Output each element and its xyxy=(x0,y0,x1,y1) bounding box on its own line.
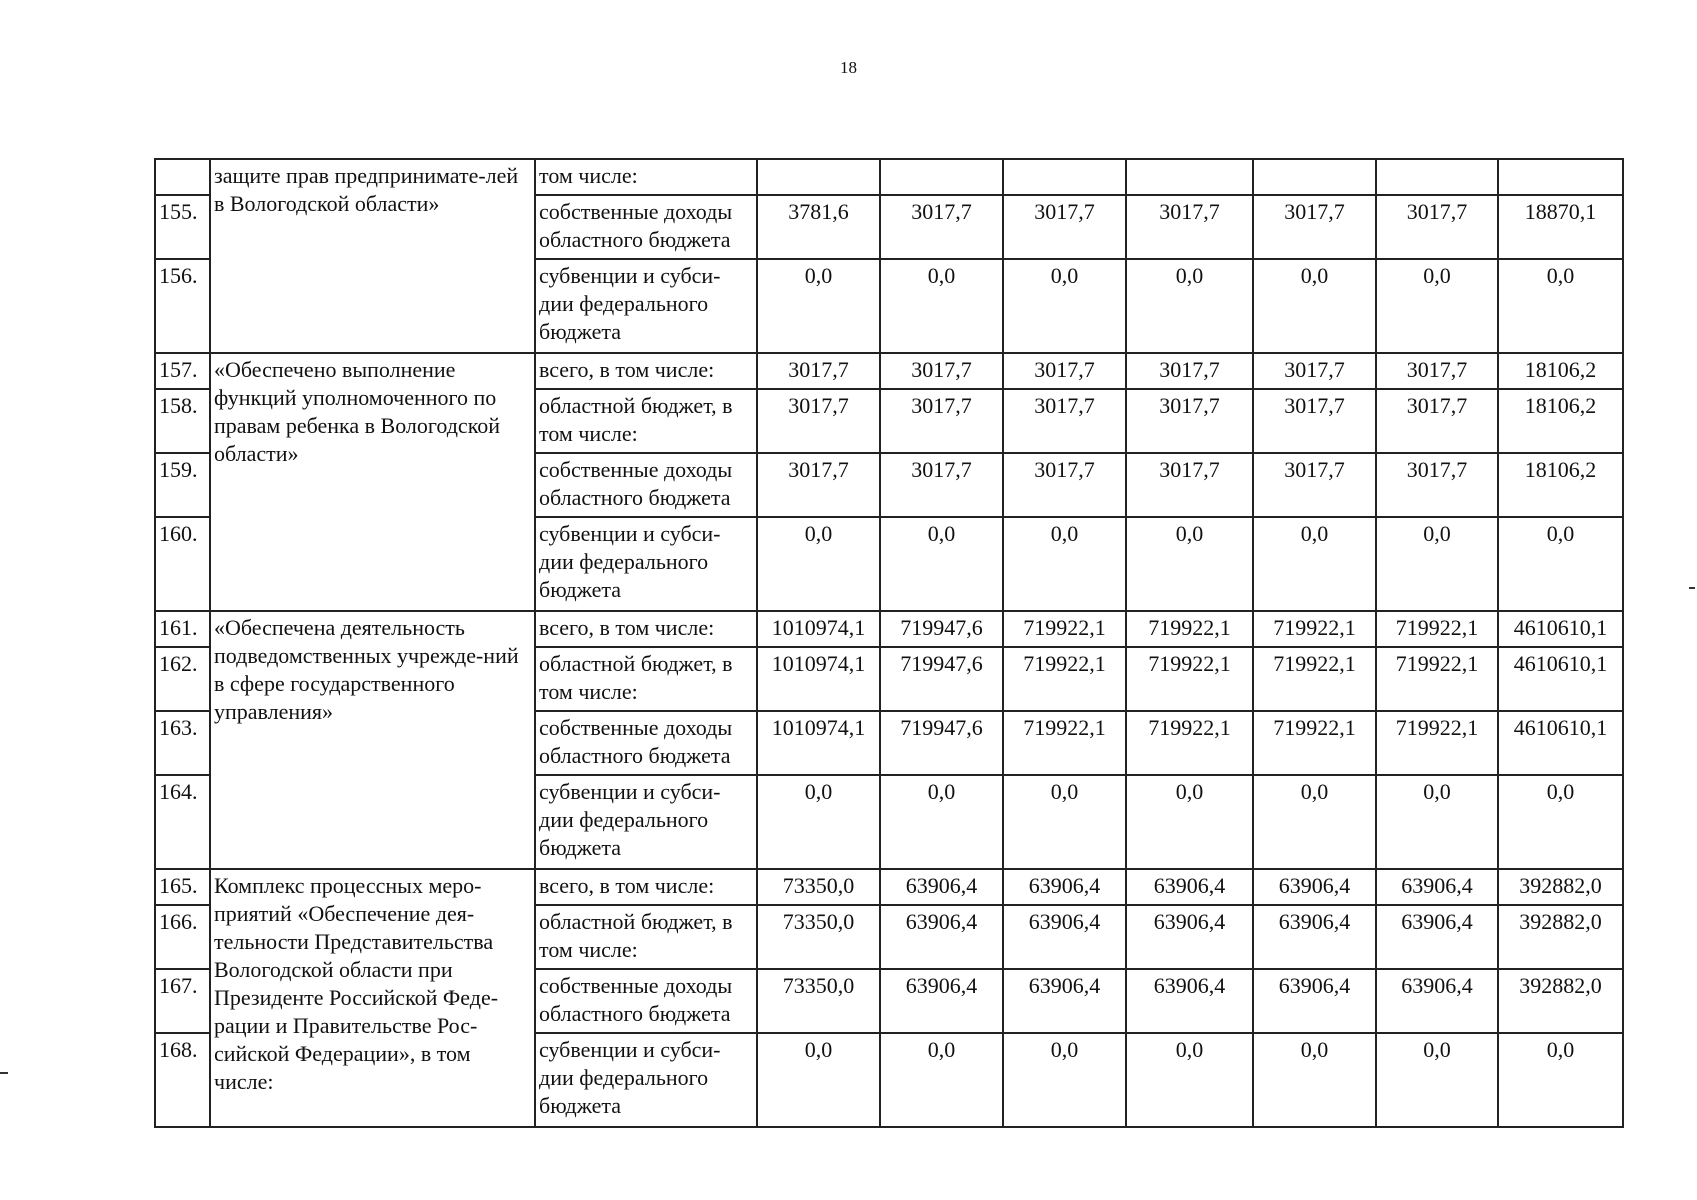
year-value: 719922,1 xyxy=(1376,611,1498,647)
row-number: 158. xyxy=(155,389,210,453)
funding-source: собственные доходы областного бюджета xyxy=(535,453,757,517)
year-value: 719922,1 xyxy=(1126,611,1253,647)
row-number: 156. xyxy=(155,259,210,353)
row-number: 167. xyxy=(155,969,210,1033)
table-row xyxy=(155,353,1623,389)
activity-name: Комплекс процессных меро-приятий «Обеспечение дея-тельности Представительства Вологодской области при Президенте Российской Феде-рации и Правительстве Рос-сийской Федерации», в том числе: xyxy=(210,869,535,1127)
edge-mark xyxy=(0,1072,8,1074)
year-value: 3017,7 xyxy=(880,453,1003,517)
total-value: 4610610,1 xyxy=(1498,611,1623,647)
year-value: 0,0 xyxy=(1126,517,1253,611)
year-value: 0,0 xyxy=(880,775,1003,869)
year-value: 3017,7 xyxy=(1003,195,1126,259)
year-value: 63906,4 xyxy=(1126,969,1253,1033)
year-value: 0,0 xyxy=(1253,1033,1376,1127)
year-value: 0,0 xyxy=(1126,775,1253,869)
year-value: 0,0 xyxy=(1253,775,1376,869)
year-value xyxy=(880,159,1003,195)
year-value: 63906,4 xyxy=(1126,869,1253,905)
year-value xyxy=(1253,159,1376,195)
funding-source: областной бюджет, в том числе: xyxy=(535,389,757,453)
funding-source: областной бюджет, в том числе: xyxy=(535,905,757,969)
row-number: 162. xyxy=(155,647,210,711)
year-value: 3017,7 xyxy=(757,453,880,517)
year-value: 0,0 xyxy=(1003,1033,1126,1127)
year-value: 3017,7 xyxy=(1126,353,1253,389)
row-number: 157. xyxy=(155,353,210,389)
year-value: 3017,7 xyxy=(880,389,1003,453)
total-value: 4610610,1 xyxy=(1498,711,1623,775)
budget-table xyxy=(154,158,1624,1128)
funding-source: всего, в том числе: xyxy=(535,611,757,647)
year-value: 719922,1 xyxy=(1253,711,1376,775)
year-value: 719922,1 xyxy=(1253,611,1376,647)
year-value: 3017,7 xyxy=(1003,453,1126,517)
row-number: 164. xyxy=(155,775,210,869)
year-value: 0,0 xyxy=(1376,517,1498,611)
row-number: 168. xyxy=(155,1033,210,1127)
funding-source: собственные доходы областного бюджета xyxy=(535,711,757,775)
year-value: 0,0 xyxy=(880,1033,1003,1127)
year-value: 1010974,1 xyxy=(757,711,880,775)
year-value: 3017,7 xyxy=(880,195,1003,259)
year-value: 0,0 xyxy=(1126,1033,1253,1127)
activity-name: защите прав предпринимате-лей в Вологодской области» xyxy=(210,159,535,353)
year-value: 719947,6 xyxy=(880,647,1003,711)
year-value: 3017,7 xyxy=(1126,389,1253,453)
funding-source: областной бюджет, в том числе: xyxy=(535,647,757,711)
year-value: 63906,4 xyxy=(1253,905,1376,969)
funding-source: всего, в том числе: xyxy=(535,353,757,389)
year-value: 63906,4 xyxy=(1253,969,1376,1033)
year-value: 63906,4 xyxy=(1126,905,1253,969)
year-value: 3017,7 xyxy=(757,353,880,389)
year-value: 3017,7 xyxy=(1376,353,1498,389)
year-value: 719947,6 xyxy=(880,611,1003,647)
funding-source: том числе: xyxy=(535,159,757,195)
total-value: 0,0 xyxy=(1498,775,1623,869)
year-value: 63906,4 xyxy=(880,969,1003,1033)
row-number: 155. xyxy=(155,195,210,259)
activity-name: «Обеспечено выполнение функций уполномоченного по правам ребенка в Вологодской области» xyxy=(210,353,535,611)
year-value: 0,0 xyxy=(757,259,880,353)
year-value: 0,0 xyxy=(757,1033,880,1127)
year-value: 0,0 xyxy=(1253,259,1376,353)
table-row xyxy=(155,611,1623,647)
funding-source: собственные доходы областного бюджета xyxy=(535,969,757,1033)
year-value: 73350,0 xyxy=(757,905,880,969)
year-value: 1010974,1 xyxy=(757,647,880,711)
total-value: 0,0 xyxy=(1498,517,1623,611)
year-value: 0,0 xyxy=(1003,517,1126,611)
year-value: 3017,7 xyxy=(757,389,880,453)
year-value: 719947,6 xyxy=(880,711,1003,775)
row-number: 166. xyxy=(155,905,210,969)
total-value: 18106,2 xyxy=(1498,353,1623,389)
year-value: 3017,7 xyxy=(1126,195,1253,259)
total-value: 392882,0 xyxy=(1498,869,1623,905)
year-value: 3017,7 xyxy=(1253,353,1376,389)
year-value: 3017,7 xyxy=(880,353,1003,389)
year-value: 3017,7 xyxy=(1126,453,1253,517)
row-number: 165. xyxy=(155,869,210,905)
total-value: 392882,0 xyxy=(1498,905,1623,969)
total-value: 0,0 xyxy=(1498,1033,1623,1127)
table-body xyxy=(155,159,1623,1127)
year-value: 719922,1 xyxy=(1376,711,1498,775)
year-value: 63906,4 xyxy=(880,869,1003,905)
year-value: 0,0 xyxy=(1126,259,1253,353)
year-value xyxy=(757,159,880,195)
year-value: 63906,4 xyxy=(880,905,1003,969)
year-value: 3017,7 xyxy=(1253,389,1376,453)
year-value: 3017,7 xyxy=(1003,389,1126,453)
row-number: 161. xyxy=(155,611,210,647)
total-value: 392882,0 xyxy=(1498,969,1623,1033)
year-value: 719922,1 xyxy=(1003,711,1126,775)
year-value: 0,0 xyxy=(880,259,1003,353)
year-value: 3017,7 xyxy=(1376,453,1498,517)
total-value: 4610610,1 xyxy=(1498,647,1623,711)
year-value: 63906,4 xyxy=(1376,969,1498,1033)
total-value: 18106,2 xyxy=(1498,453,1623,517)
year-value: 719922,1 xyxy=(1253,647,1376,711)
year-value: 73350,0 xyxy=(757,969,880,1033)
year-value: 63906,4 xyxy=(1003,905,1126,969)
year-value: 0,0 xyxy=(1376,1033,1498,1127)
year-value: 0,0 xyxy=(1003,259,1126,353)
year-value: 0,0 xyxy=(757,775,880,869)
activity-name: «Обеспечена деятельность подведомственных учрежде-ний в сфере государственного управления» xyxy=(210,611,535,869)
year-value xyxy=(1003,159,1126,195)
total-value: 18106,2 xyxy=(1498,389,1623,453)
funding-source: субвенции и субси-дии федерального бюджета xyxy=(535,259,757,353)
year-value: 3017,7 xyxy=(1376,389,1498,453)
year-value: 3017,7 xyxy=(1253,195,1376,259)
edge-mark xyxy=(1689,587,1695,589)
year-value: 0,0 xyxy=(1003,775,1126,869)
year-value xyxy=(1126,159,1253,195)
year-value: 719922,1 xyxy=(1376,647,1498,711)
year-value: 63906,4 xyxy=(1253,869,1376,905)
year-value: 63906,4 xyxy=(1003,869,1126,905)
year-value xyxy=(1376,159,1498,195)
year-value: 0,0 xyxy=(757,517,880,611)
row-number: 163. xyxy=(155,711,210,775)
year-value: 719922,1 xyxy=(1003,647,1126,711)
year-value: 1010974,1 xyxy=(757,611,880,647)
funding-source: собственные доходы областного бюджета xyxy=(535,195,757,259)
year-value: 63906,4 xyxy=(1003,969,1126,1033)
funding-source: всего, в том числе: xyxy=(535,869,757,905)
year-value: 63906,4 xyxy=(1376,905,1498,969)
total-value: 18870,1 xyxy=(1498,195,1623,259)
year-value: 0,0 xyxy=(1376,775,1498,869)
funding-source: субвенции и субси-дии федерального бюджета xyxy=(535,775,757,869)
total-value: 0,0 xyxy=(1498,259,1623,353)
row-number: 159. xyxy=(155,453,210,517)
year-value: 719922,1 xyxy=(1126,647,1253,711)
funding-source: субвенции и субси-дии федерального бюджета xyxy=(535,1033,757,1127)
year-value: 3017,7 xyxy=(1253,453,1376,517)
year-value: 0,0 xyxy=(1376,259,1498,353)
page-number: 18 xyxy=(840,58,857,77)
row-number xyxy=(155,159,210,195)
year-value: 0,0 xyxy=(880,517,1003,611)
year-value: 3017,7 xyxy=(1376,195,1498,259)
year-value: 3781,6 xyxy=(757,195,880,259)
year-value: 719922,1 xyxy=(1003,611,1126,647)
year-value: 63906,4 xyxy=(1376,869,1498,905)
year-value: 719922,1 xyxy=(1126,711,1253,775)
row-number: 160. xyxy=(155,517,210,611)
table-row xyxy=(155,869,1623,905)
year-value: 73350,0 xyxy=(757,869,880,905)
table-row xyxy=(155,159,1623,195)
funding-source: субвенции и субси-дии федерального бюджета xyxy=(535,517,757,611)
total-value xyxy=(1498,159,1623,195)
year-value: 3017,7 xyxy=(1003,353,1126,389)
year-value: 0,0 xyxy=(1253,517,1376,611)
